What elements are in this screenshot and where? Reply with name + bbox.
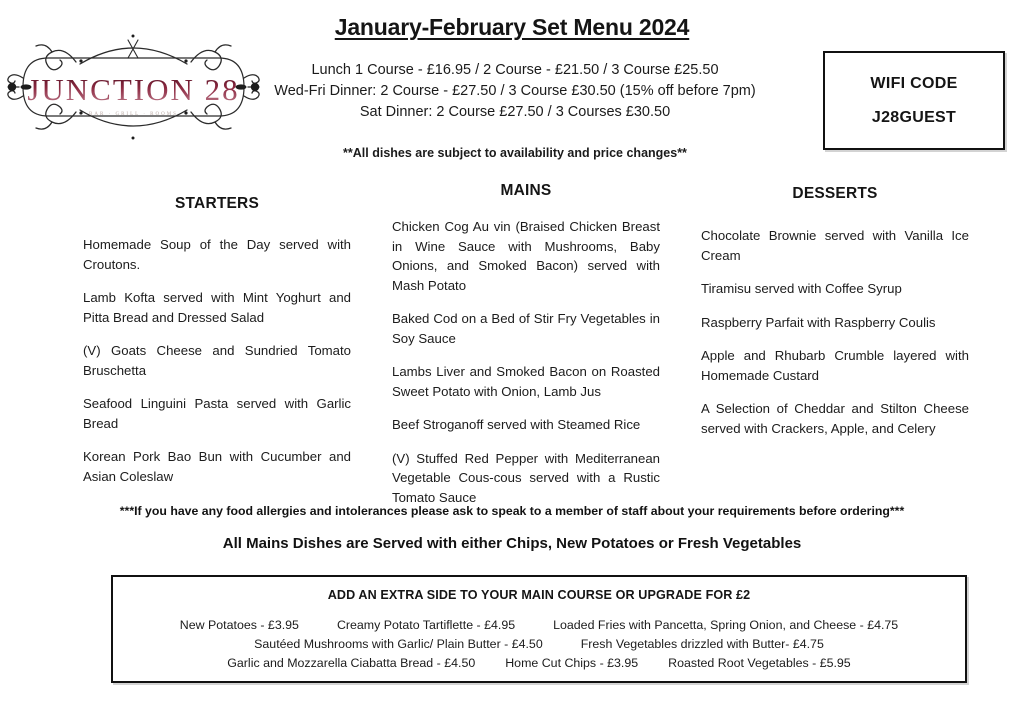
menu-item: Korean Pork Bao Bun with Cucumber and Asian Coleslaw	[83, 449, 351, 484]
side-item: Fresh Vegetables drizzled with Butter- £4.75	[580, 637, 824, 651]
price-line-lunch: Lunch 1 Course - £16.95 / 2 Course - £21.50 / 3 Course £25.50	[311, 62, 719, 78]
side-item: Loaded Fries with Pancetta, Spring Onion, and Cheese - £4.75	[553, 618, 899, 632]
sides-row	[113, 616, 965, 635]
allergy-notice: ***If you have any food allergies and intolerances please ask to speak to a member of staff about your requirements before ordering***	[119, 504, 905, 518]
starters-heading: STARTERS	[175, 195, 259, 212]
desserts-heading: DESSERTS	[792, 185, 878, 202]
extra-sides-list	[113, 616, 965, 673]
extra-sides-box	[111, 575, 967, 683]
menu-item: A Selection of Cheddar and Stilton Cheese served with Crackers, Apple, and Celery	[701, 401, 969, 436]
menu-item: Chicken Cog Au vin (Braised Chicken Breast in Wine Sauce with Mushrooms, Baby Onions, and Smoked Bacon) served with Mash Potato	[392, 219, 660, 293]
wifi-label: WIFI CODE	[870, 74, 958, 92]
page-title: January-February Set Menu 2024	[334, 14, 690, 40]
side-item: Sautéed Mushrooms with Garlic/ Plain Butter - £4.50	[254, 637, 543, 651]
menu-item: Lamb Kofta served with Mint Yoghurt and Pitta Bread and Dressed Salad	[83, 290, 351, 325]
mains-sides-notice: All Mains Dishes are Served with either Chips, New Potatoes or Fresh Vegetables	[222, 535, 802, 552]
pricing-block	[230, 60, 800, 123]
logo-tagline: BAR · GRILL · ROOMS	[89, 112, 178, 117]
menu-item: Baked Cod on a Bed of Stir Fry Vegetables in Soy Sauce	[392, 311, 660, 346]
desserts-column	[701, 185, 969, 438]
starters-column	[83, 195, 351, 486]
side-item: Home Cut Chips - £3.95	[505, 656, 639, 670]
menu-item: Homemade Soup of the Day served with Croutons.	[83, 237, 351, 272]
logo-wordmark: JUNCTION 28	[6, 72, 261, 108]
menu-item: Tiramisu served with Coffee Syrup	[701, 281, 902, 296]
mains-heading: MAINS	[500, 182, 552, 199]
price-line-saturday: Sat Dinner: 2 Course £27.50 / 3 Courses £30.50	[359, 104, 671, 120]
extra-sides-heading: ADD AN EXTRA SIDE TO YOUR MAIN COURSE OR UPGRADE FOR £2	[327, 588, 751, 602]
menu-item: Lambs Liver and Smoked Bacon on Roasted Sweet Potato with Onion, Lamb Jus	[392, 364, 660, 399]
menu-item: (V) Stuffed Red Pepper with Mediterranean Vegetable Cous-cous served with a Rustic Tomato Sauce	[392, 450, 660, 505]
mains-column	[392, 182, 660, 507]
sides-row	[113, 635, 965, 654]
side-item: New Potatoes - £3.95	[179, 618, 299, 632]
side-item: Creamy Potato Tartiflette - £4.95	[336, 618, 516, 632]
price-line-wed-fri: Wed-Fri Dinner: 2 Course - £27.50 / 3 Course £30.50 (15% off before 7pm)	[274, 83, 756, 99]
menu-item: Seafood Linguini Pasta served with Garlic Bread	[83, 396, 351, 431]
menu-item: Chocolate Brownie served with Vanilla Ice Cream	[701, 228, 969, 263]
availability-note: **All dishes are subject to availability and price changes**	[343, 146, 687, 160]
menu-item: Beef Stroganoff served with Steamed Rice	[392, 417, 641, 432]
menu-item: Apple and Rhubarb Crumble layered with Homemade Custard	[701, 348, 969, 383]
wifi-code-box	[823, 51, 1005, 150]
menu-item: (V) Goats Cheese and Sundried Tomato Bruschetta	[83, 343, 351, 378]
side-item: Garlic and Mozzarella Ciabatta Bread - £4.50	[227, 656, 476, 670]
side-item: Roasted Root Vegetables - £5.95	[668, 656, 851, 670]
restaurant-logo	[6, 28, 261, 146]
sides-row	[113, 654, 965, 673]
menu-item: Raspberry Parfait with Raspberry Coulis	[701, 314, 936, 330]
wifi-code-value: J28GUEST	[871, 108, 957, 126]
